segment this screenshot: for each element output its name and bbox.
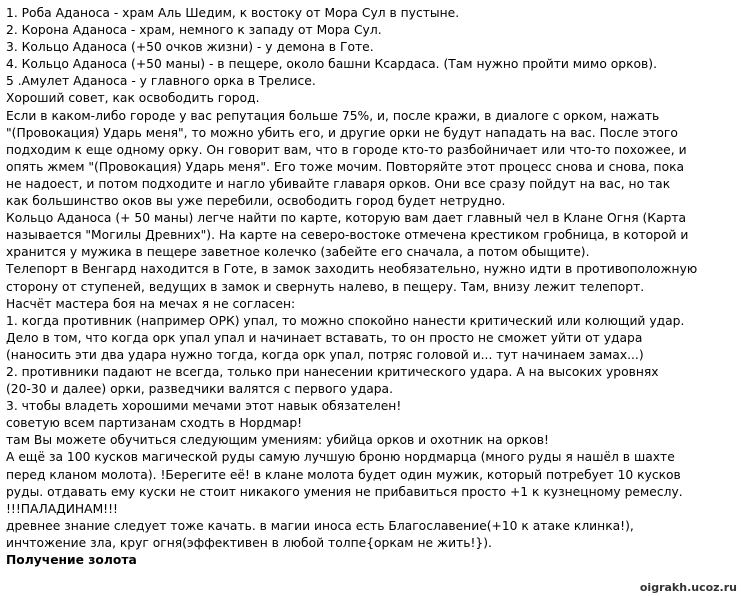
text-line: не надоест, и потом подходите и нагло убивайте главаря орков. Они все сразу пойдут на вас, но так [6,176,671,191]
text-line: называется "Могилы Древних"). На карте на северо-востоке отмечена крестиком гробница, в которой и [6,228,689,243]
text-line: (наносить эти два удара нужно тогда, когда орк упал, потряс головой и... тут начинаем замах...) [6,347,644,362]
text-line: подходим к еще одному орку. Он говорит вам, что в городе кто-то разбойничает или что-то похожее, и [6,142,687,157]
text-line: "(Провокация) Ударь меня", то можно убить его, и другие орки не будут нападать на вас. После этого [6,125,678,140]
text-line: (20-30 и далее) орки, разведчики валятся с первого удара. [6,382,393,397]
section-heading: Получение золота [6,553,137,567]
text-line: хранится у мужика в пещере заветное колечко (забейте его сначала, а потом обыщите). [6,245,590,260]
text-line: 1. Роба Аданоса - храм Аль Шедим, к востоку от Мора Сул в пустыне. [6,6,460,20]
text-line: Насчёт мастера боя на мечах я не согласен: [6,296,296,311]
text-line: советую всем партизанам сходть в Нордмар! [6,416,303,431]
text-line: инчтожение зла, круг огня(эффективен в любой толпе{оркам не жить!}). [6,535,492,550]
text-line: 3. Кольцо Аданоса (+50 очков жизни) - у демона в Готе. [6,40,374,55]
text-line: 5 .Амулет Аданоса - у главного орка в Трелисе. [6,74,316,89]
text-line: Хороший совет, как освободить город. [6,91,260,106]
text-line: Дело в том, что когда орк упал упал и начинает вставать, то он просто не сможет уйти от удара [6,330,643,345]
site-watermark: oigrakh.ucoz.ru [639,581,737,594]
text-line: опять жмем "(Провокация) Ударь меня". Его тоже мочим. Повторяйте этот процесс снова и снова, пока [6,159,685,174]
guide-text [6,5,738,569]
text-line: 3. чтобы владеть хорошими мечами этот навык обязателен! [6,399,402,414]
text-line: !!!ПАЛАДИНАМ!!! [6,501,118,516]
text-line: 1. когда противник (например ОРК) упал, то можно спокойно нанести критический или колющий удар. [6,313,685,328]
text-line: древнее знание следует тоже качать. в магии иноса есть Благославение(+10 к атаке клинка!), [6,518,634,533]
text-line: 2. противники падают не всегда, только при нанесении критического удара. А на высоких уровнях [6,364,659,379]
text-line: А ещё за 100 кусков магической руды самую лучшую броню нордмарца (много руды я нашёл в шахте [6,450,675,465]
text-line: 2. Корона Аданоса - храм, немного к западу от Мора Сул. [6,23,382,38]
text-line: Телепорт в Венгард находится в Готе, в замок заходить необязательно, нужно идти в противоположную [6,262,698,277]
text-line: перед кланом молота). !Берегите её! в клане молота будет один мужик, который потребует 10 кусков [6,467,681,482]
text-line: Если в каком-либо городе у вас репутация больше 75%, и, после кражи, в диалоге с орком, нажать [6,108,660,123]
text-line: руды. отдавать ему куски не стоит никакого умения не прибавиться просто +1 к кузнецному ремеслу. [6,484,683,499]
text-line: 4. Кольцо Аданоса (+50 маны) - в пещере, около башни Ксардаса. (Там нужно пройти мимо орков). [6,57,657,72]
text-line: как большинство оков вы уже перебили, освободить город будет нетрудно. [6,194,506,209]
text-line: там Вы можете обучиться следующим умениям: убийца орков и охотник на орков! [6,433,549,448]
text-line: сторону от ступеней, ведущих в замок и свернуть налево, в пещеру. Там, внизу лежит телепорт. [6,279,645,294]
text-line: Кольцо Аданоса (+ 50 маны) легче найти по карте, которую вам дает главный чел в Клане Огня (Карта [6,211,687,226]
